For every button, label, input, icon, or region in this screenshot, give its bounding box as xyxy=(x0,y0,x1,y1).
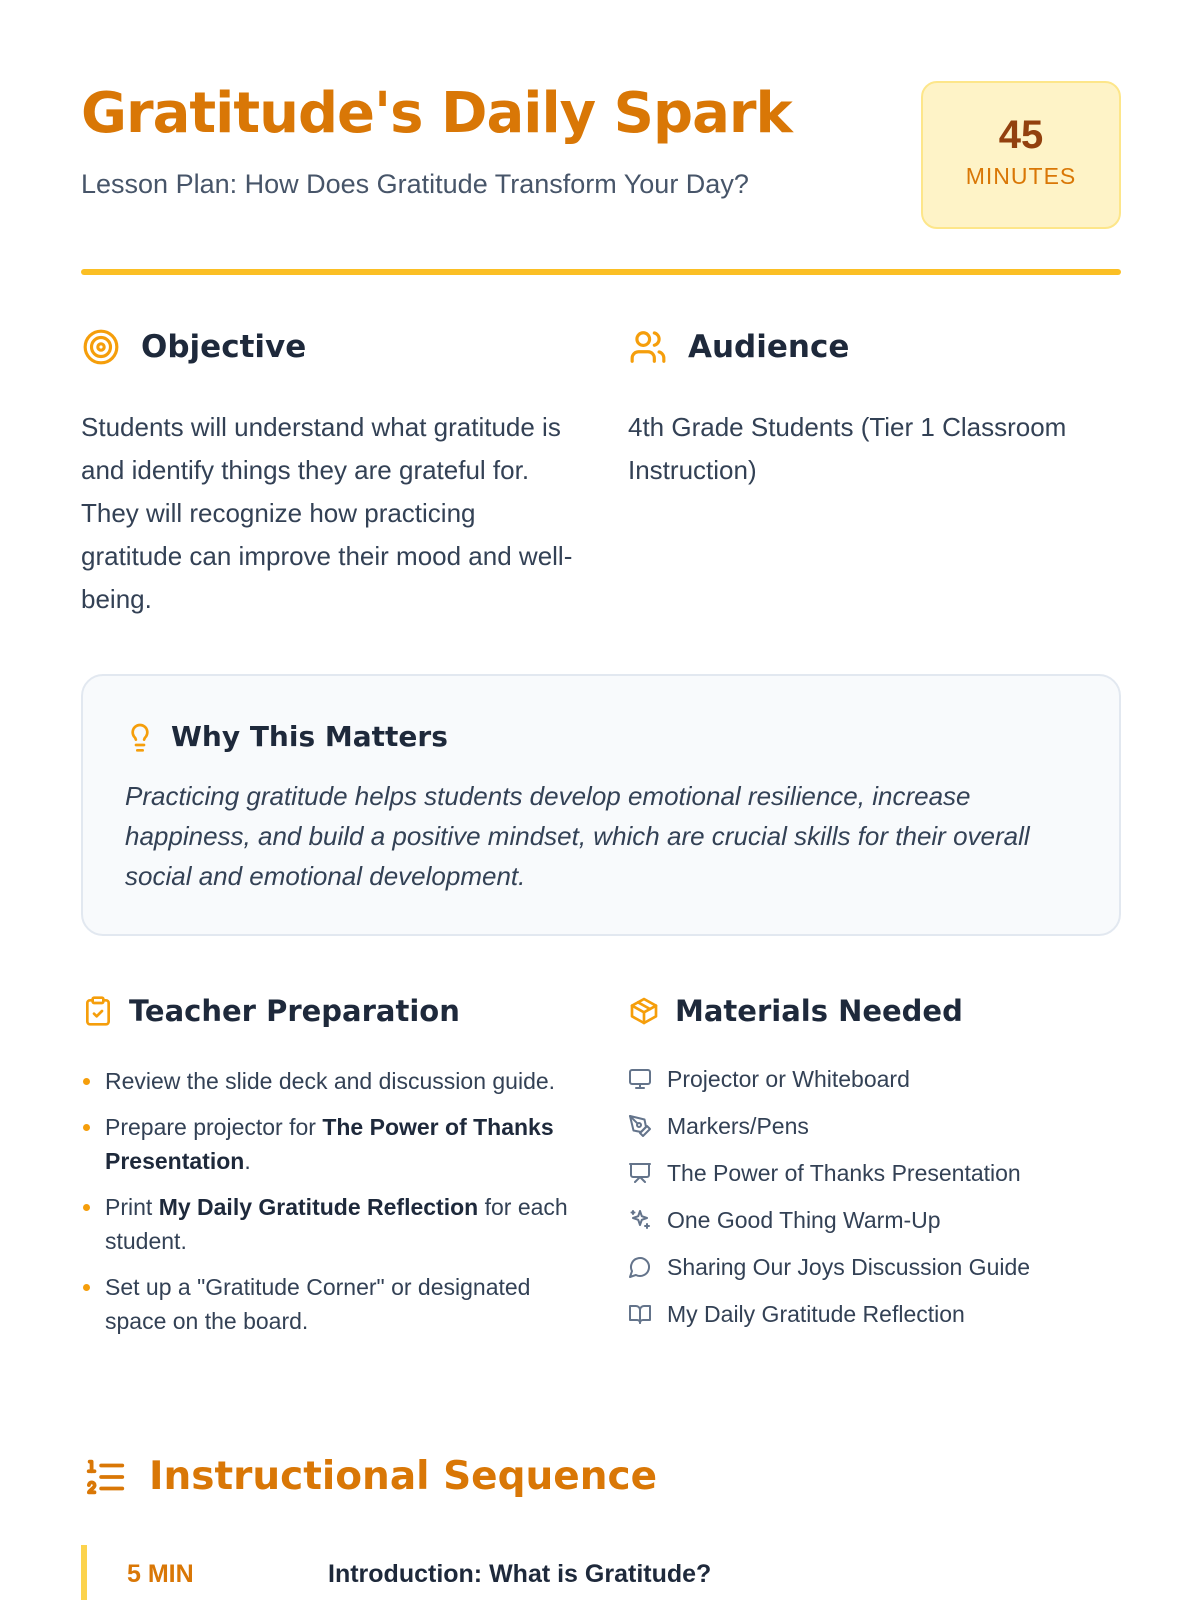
list-item: Set up a "Gratitude Corner" or designated space on the board. xyxy=(81,1270,581,1338)
list-item: Review the slide deck and discussion guide. xyxy=(81,1064,581,1098)
sequence-title: Instructional Sequence xyxy=(149,1454,658,1499)
list-item: Projector or Whiteboard xyxy=(627,1062,1121,1096)
objective-text: Students will understand what gratitude is and identify things they are grateful for. They will recognize how practicing gratitude can improve their mood and well-being. xyxy=(81,412,573,614)
list-item: The Power of Thanks Presentation xyxy=(627,1156,1121,1190)
audience-text: 4th Grade Students (Tier 1 Classroom Instruction) xyxy=(628,412,1067,485)
list-item: Markers/Pens xyxy=(627,1109,1121,1143)
preparation-list xyxy=(81,1064,581,1350)
audience-title: Audience xyxy=(688,329,850,365)
page-title: Gratitude's Daily Spark xyxy=(81,81,792,146)
step-time: 5 MIN xyxy=(127,1560,194,1588)
step-title: Introduction: What is Gratitude? xyxy=(328,1560,712,1588)
why-text: Practicing gratitude helps students develop emotional resilience, increase happiness, and build a positive mindset, which are crucial skills for their overall social and emotional development. xyxy=(125,781,1030,891)
target-icon xyxy=(81,327,121,367)
list-item: My Daily Gratitude Reflection xyxy=(627,1297,1121,1331)
why-heading xyxy=(123,718,448,756)
page-subtitle: Lesson Plan: How Does Gratitude Transform Your Day? xyxy=(81,169,749,199)
sequence-heading xyxy=(81,1452,657,1502)
header-divider xyxy=(81,269,1121,275)
list-item: One Good Thing Warm-Up xyxy=(627,1203,1121,1237)
list-item: Print My Daily Gratitude Reflection for each student. xyxy=(81,1190,581,1258)
materials-list xyxy=(627,1062,1121,1344)
sequence-step xyxy=(81,1545,1121,1600)
duration-unit: MINUTES xyxy=(965,163,1077,189)
pen-icon xyxy=(627,1113,653,1139)
clipboard-check-icon xyxy=(81,994,115,1028)
preparation-heading xyxy=(81,992,460,1030)
monitor-icon xyxy=(627,1066,653,1092)
lesson-plan-page xyxy=(81,0,1121,1600)
why-title: Why This Matters xyxy=(171,720,448,753)
preparation-title: Teacher Preparation xyxy=(129,994,460,1028)
lightbulb-icon xyxy=(123,720,157,754)
sparkles-icon xyxy=(627,1207,653,1233)
duration-value: 45 xyxy=(998,113,1044,157)
book-open-icon xyxy=(627,1301,653,1327)
presentation-icon xyxy=(627,1160,653,1186)
numbered-list-icon xyxy=(81,1453,129,1501)
package-icon xyxy=(627,994,661,1028)
materials-title: Materials Needed xyxy=(675,994,963,1028)
materials-heading xyxy=(627,992,963,1030)
objective-heading xyxy=(81,327,306,367)
why-this-matters-callout xyxy=(81,674,1121,936)
chat-bubble-icon xyxy=(627,1254,653,1280)
list-item: Prepare projector for The Power of Thanks Presentation. xyxy=(81,1110,581,1178)
users-icon xyxy=(628,327,668,367)
list-item: Sharing Our Joys Discussion Guide xyxy=(627,1250,1121,1284)
objective-title: Objective xyxy=(141,329,307,365)
audience-heading xyxy=(628,327,849,367)
duration-badge xyxy=(921,81,1121,229)
